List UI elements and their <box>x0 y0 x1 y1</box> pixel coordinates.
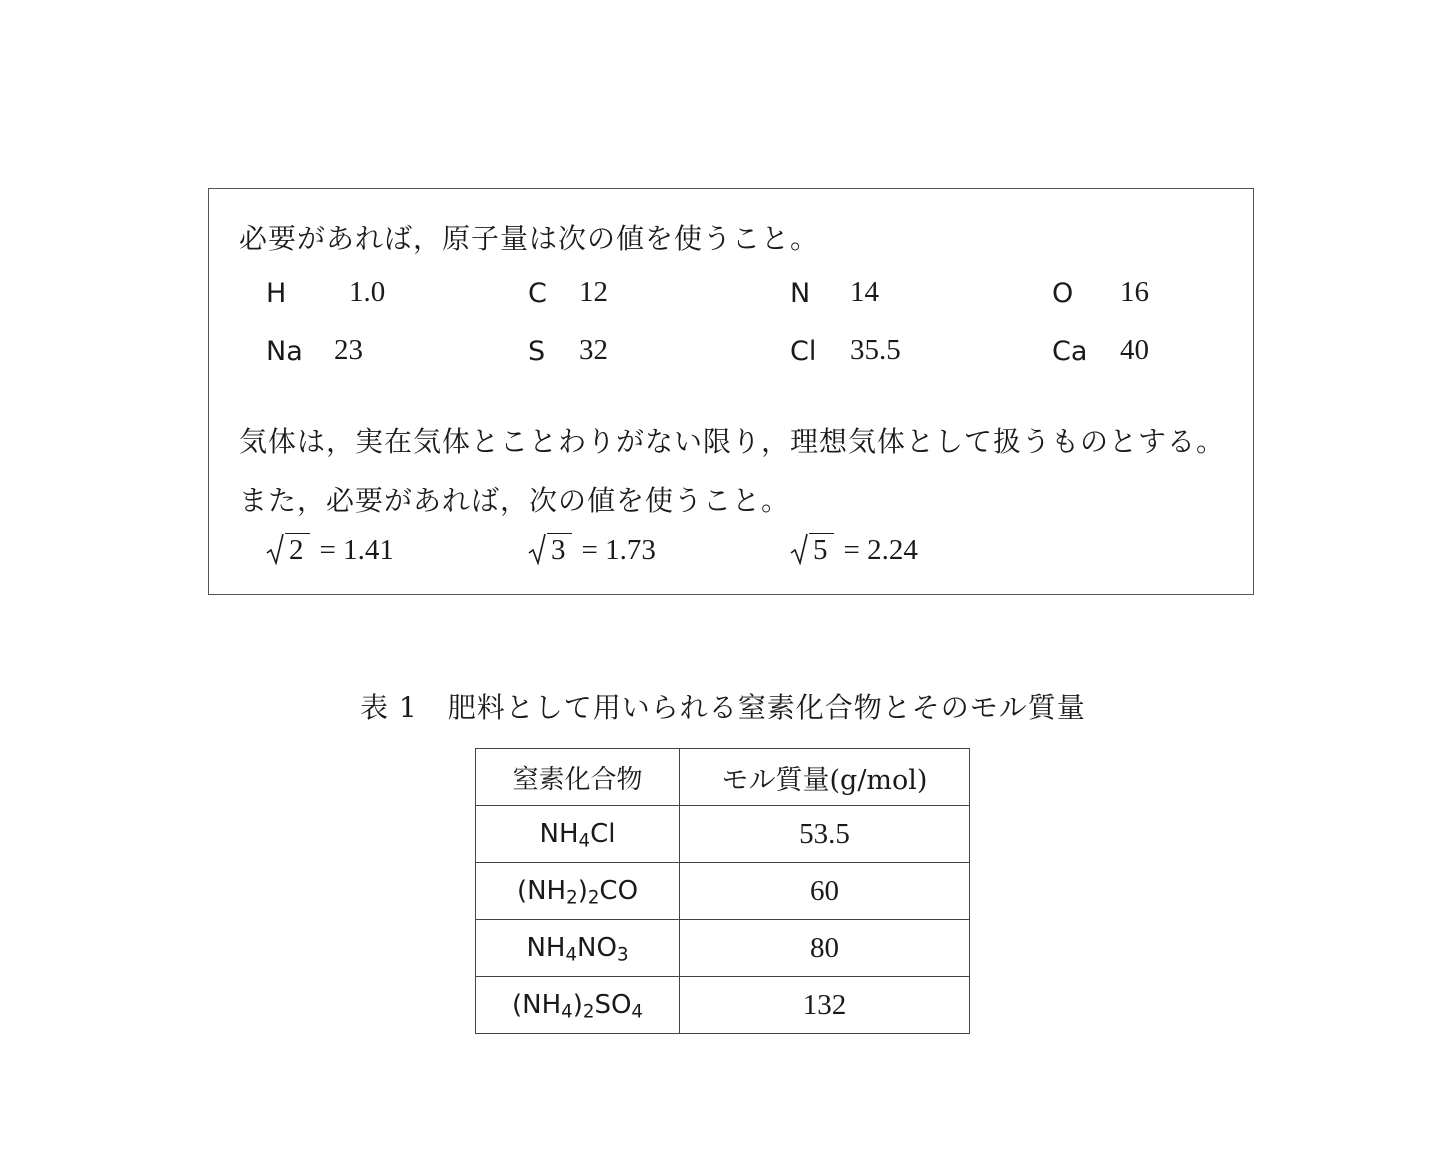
sqrt-value: 1.73 <box>605 534 656 566</box>
table-label: 表 1 <box>360 691 418 724</box>
atom-value-na: 23 <box>334 334 363 366</box>
compound-cell: $(NH_4)_2SO_4$ <box>476 977 680 1034</box>
atom-value-s: 32 <box>579 334 608 366</box>
atom-value-ca: 40 <box>1120 334 1149 366</box>
sqrt-value: 2.24 <box>867 534 918 566</box>
sqrt-value: 1.41 <box>343 534 394 566</box>
atom-symbol-s: S <box>528 336 546 367</box>
sqrt-2-expression <box>266 533 394 567</box>
atom-value-h: 1.0 <box>349 276 386 308</box>
table-row <box>476 920 970 977</box>
constants-box <box>208 188 1254 595</box>
sqrt-radicand: 5 <box>809 533 834 564</box>
atom-value-o: 16 <box>1120 276 1149 308</box>
sqrt-radicand: 3 <box>547 533 572 564</box>
equals-sign: = <box>581 534 598 566</box>
constants-intro: また，必要があれば，次の値を使うこと。 <box>239 484 791 517</box>
molar-mass-cell: 60 <box>680 863 970 920</box>
sqrt-5-expression <box>790 533 918 567</box>
sqrt-radicand: 2 <box>285 533 310 564</box>
atom-value-c: 12 <box>579 276 608 308</box>
molar-mass-cell: 80 <box>680 920 970 977</box>
table-row <box>476 977 970 1034</box>
atom-symbol-na: Na <box>266 336 303 367</box>
atom-symbol-ca: Ca <box>1052 336 1088 367</box>
atom-symbol-h: H <box>266 278 287 309</box>
compound-cell: $NH_4NO_3$ <box>476 920 680 977</box>
molar-mass-cell: 132 <box>680 977 970 1034</box>
compound-cell: $NH_4Cl$ <box>476 806 680 863</box>
table-row <box>476 806 970 863</box>
radical-sign-icon <box>790 533 808 565</box>
atom-value-cl: 35.5 <box>850 334 901 366</box>
molar-mass-cell: 53.5 <box>680 806 970 863</box>
atom-symbol-n: N <box>790 278 811 309</box>
sqrt-3-expression <box>528 533 656 567</box>
table-title: 肥料として用いられる窒素化合物とそのモル質量 <box>447 691 1086 724</box>
table-row <box>476 863 970 920</box>
radical-sign-icon <box>528 533 546 565</box>
equals-sign: = <box>843 534 860 566</box>
column-header-compound: 窒素化合物 <box>476 749 680 806</box>
atom-symbol-o: O <box>1052 278 1074 309</box>
atom-value-n: 14 <box>850 276 879 308</box>
nitrogen-compound-table <box>475 748 970 1034</box>
ideal-gas-note: 気体は，実在気体とことわりがない限り，理想気体として扱うものとする。 <box>239 425 1226 458</box>
table-caption <box>360 686 1086 726</box>
atomic-mass-intro: 必要があれば，原子量は次の値を使うこと。 <box>239 222 820 255</box>
column-header-molar-mass: モル質量(g/mol) <box>680 749 970 806</box>
radical-sign-icon <box>266 533 284 565</box>
compound-cell: $(NH_2)_2CO$ <box>476 863 680 920</box>
equals-sign: = <box>319 534 336 566</box>
atom-symbol-cl: Cl <box>790 336 817 367</box>
atom-symbol-c: C <box>528 278 547 309</box>
table-header-row <box>476 749 970 806</box>
